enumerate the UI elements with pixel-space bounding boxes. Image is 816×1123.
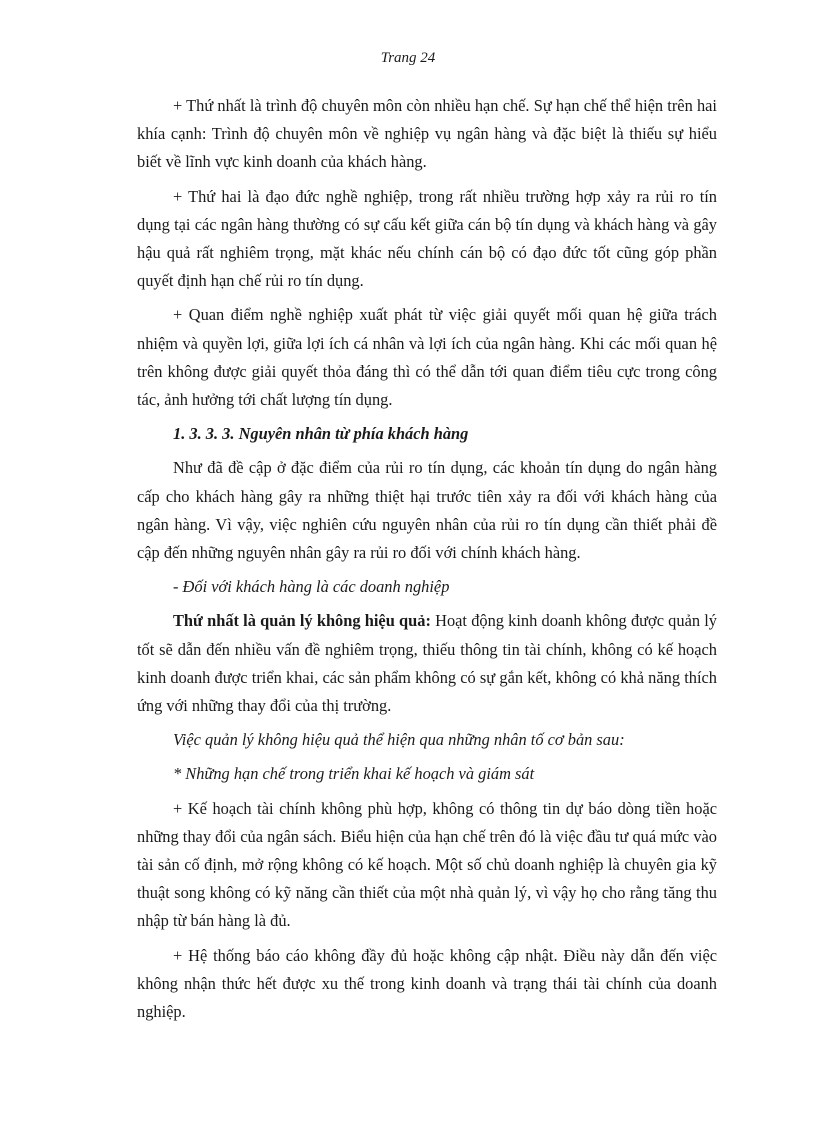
paragraph-management-factors: Việc quản lý không hiệu quả thể hiện qua những nhân tố cơ bản sau: <box>173 730 625 750</box>
paragraph-professional-viewpoint: + Quan điểm nghề nghiệp xuất phát từ việc giải quyết mối quan hệ giữa trách nhiệm và quyền lợi, giữa lợi ích cá nhân và lợi ích của ngân hàng. Khi các mối quan hệ trên không được giải quyết thỏa đáng thì có thể dẫn tới quan điểm tiêu cực trong công tác, ảnh hưởng tới chất lượng tín dụng. <box>137 305 717 410</box>
paragraph-planning-limitations: * Những hạn chế trong triển khai kế hoạch và giám sát <box>173 764 535 784</box>
paragraph-professional-skills: + Thứ nhất là trình độ chuyên môn còn nhiều hạn chế. Sự hạn chế thể hiện trên hai khía cạnh: Trình độ chuyên môn về nghiệp vụ ngân hàng và đặc biệt là thiếu sự hiểu biết về lĩnh vực kinh doanh của khách hàng. <box>137 96 717 172</box>
section-heading: 1. 3. 3. 3. Nguyên nhân từ phía khách hàng <box>173 424 469 444</box>
page-number: Trang 24 <box>380 50 436 66</box>
paragraph-professional-ethics: + Thứ hai là đạo đức nghề nghiệp, trong rất nhiều trường hợp xảy ra rủi ro tín dụng tại các ngân hàng thường có sự cấu kết giữa cán bộ tín dụng và khách hàng và gây hậu quả rất nghiêm trọng, mặt khác nếu chính cán bộ có đạo đức tốt cũng góp phần quyết định hạn chế rủi ro tín dụng. <box>137 186 717 291</box>
document-body <box>137 92 717 1032</box>
paragraph-body-text: Hoạt động kinh doanh không được quản lý tốt sẽ dẫn đến nhiều vấn đề nghiêm trọng, thiếu thông tin tài chính, không có kế hoạch kinh doanh được triển khai, các sản phẩm không có sự gắn kết, không có khả năng thích ứng với những thay đổi của thị trường. <box>137 611 717 716</box>
paragraph-lead-text: Thứ nhất là quản lý không hiệu quả: <box>173 611 431 631</box>
paragraph-ineffective-management <box>137 607 717 720</box>
subheading-enterprises: - Đối với khách hàng là các doanh nghiệp <box>173 577 450 597</box>
paragraph-financial-plan: + Kế hoạch tài chính không phù hợp, không có thông tin dự báo dòng tiền hoặc những thay đổi của ngân sách. Biểu hiện của hạn chế trên đó là việc đầu tư quá mức vào tài sản cố định, mở rộng không có kế hoạch. Một số chủ doanh nghiệp là chuyên gia kỹ thuật song không có kỹ năng cần thiết của một nhà quản lý, vì vậy họ cho rằng tăng thu nhập từ bán hàng là đủ. <box>137 798 717 931</box>
paragraph-reporting-system: + Hệ thống báo cáo không đầy đủ hoặc không cập nhật. Điều này dẫn đến việc không nhận thức hết được xu thế trong kinh doanh và trạng thái tài chính của doanh nghiệp. <box>137 945 717 1022</box>
paragraph-customer-causes: Như đã đề cập ở đặc điểm của rủi ro tín dụng, các khoản tín dụng do ngân hàng cấp cho khách hàng gây ra những thiệt hại trước tiên xảy ra đối với khách hàng của ngân hàng. Vì vậy, việc nghiên cứu nguyên nhân của rủi ro tín dụng cần thiết phải đề cập đến những nguyên nhân gây ra rủi ro đối với chính khách hàng. <box>137 458 717 563</box>
